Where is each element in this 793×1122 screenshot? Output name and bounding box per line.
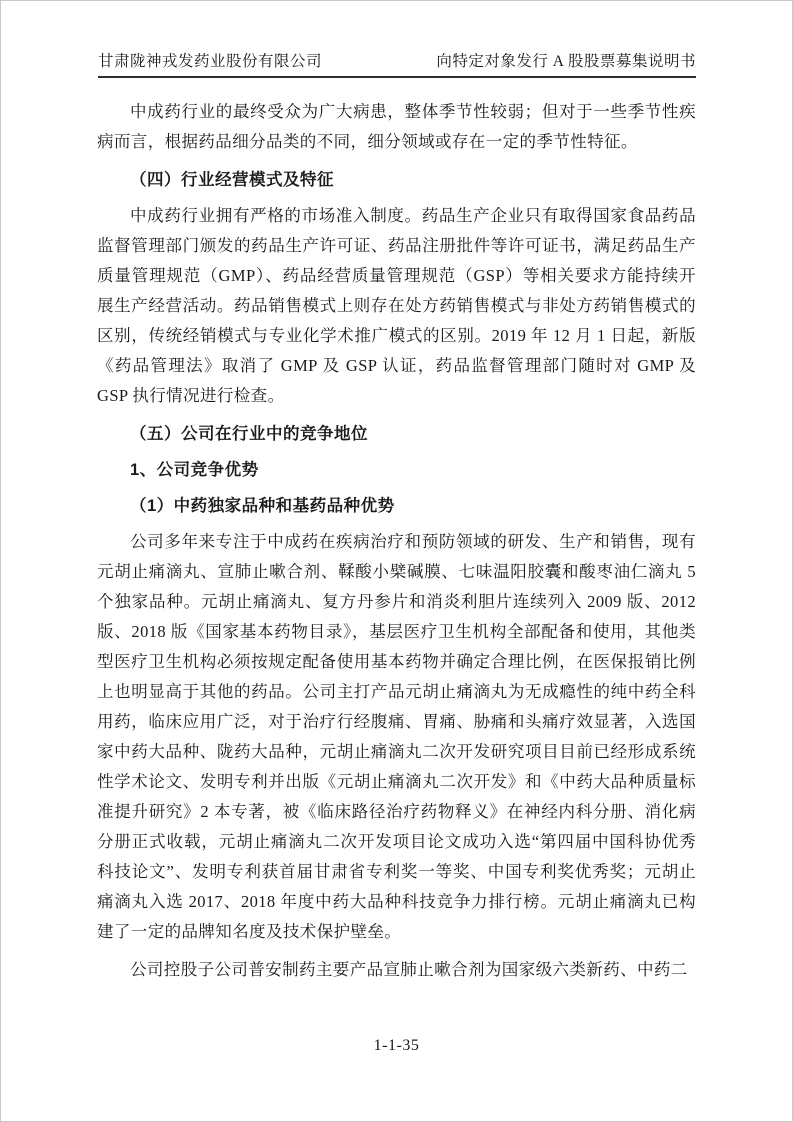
page-header bbox=[98, 49, 696, 78]
heading-exclusive-variety-advantage: （1）中药独家品种和基药品种优势 bbox=[130, 497, 395, 515]
paragraph-subsidiary-puan-pharma: 公司控股子公司普安制药主要产品宣肺止嗽合剂为国家级六类新药、中药二 bbox=[130, 960, 688, 979]
heading-section-five-competitive-position: （五）公司在行业中的竞争地位 bbox=[130, 425, 368, 443]
page-number: 1-1-35 bbox=[373, 1037, 420, 1054]
heading-section-four-business-model: （四）行业经营模式及特征 bbox=[130, 171, 334, 189]
paragraph-exclusive-products-detail: 公司多年来专注于中成药在疾病治疗和预防领域的研发、生产和销售，现有元胡止痛滴丸、宣肺止嗽合剂、鞣酸小檗碱膜、七味温阳胶囊和酸枣油仁滴丸 5 个独家品种。元胡止痛滴丸、复方丹参片和消炎利胆片连续列入 2009 版、2012 版、2018 版《国家基本药物目录》，基层医疗卫生机构全部配备和使用，其他类型医疗卫生机构必须按规定配备使用基本药物并确定合理比例，在医保报销比例上也明显高于其他的药品。公司主打产品元胡止痛滴丸为无成瘾性的纯中药全科用药，临床应用广泛，对于治疗行经腹痛、胃痛、胁痛和头痛疗效显著，入选国家中药大品种、陇药大品种，元胡止痛滴丸二次开发研究项目目前已经形成系统性学术论文、发明专利并出版《元胡止痛滴丸二次开发》和《中药大品种质量标准提升研究》2 本专著，被《临床路径治疗药物释义》在神经内科分册、消化病分册正式收载，元胡止痛滴丸二次开发项目论文成功入选“第四届中国科协优秀科技论文”、发明专利获首届甘肃省专利奖一等奖、中国专利奖优秀奖；元胡止痛滴丸入选 2017、2018 年度中药大品种科技竞争力排行榜。元胡止痛滴丸已构建了一定的品牌知名度及技术保护壁垒。 bbox=[97, 532, 696, 941]
page-footer bbox=[1, 1037, 792, 1055]
heading-company-competitive-advantage: 1、公司竞争优势 bbox=[130, 461, 259, 479]
paragraph-market-access-gmp-gsp: 中成药行业拥有严格的市场准入制度。药品生产企业只有取得国家食品药品监督管理部门颁发的药品生产许可证、药品注册批件等许可证书，满足药品生产质量管理规范（GMP）、药品经营质量管理规范（GSP）等相关要求方能持续开展生产经营活动。药品销售模式上则存在处方药销售模式与非处方药销售模式的区别，传统经销模式与专业化学术推广模式的区别。2019 年 12 月 1 日起，新版《药品管理法》取消了 GMP 及 GSP 认证，药品监督管理部门随时对 GMP 及 GSP 执行情况进行检查。 bbox=[97, 206, 696, 405]
header-doc-title: 向特定对象发行 A 股股票募集说明书 bbox=[436, 53, 696, 70]
paragraph-industry-seasonality: 中成药行业的最终受众为广大病患，整体季节性较弱；但对于一些季节性疾病而言，根据药品细分品类的不同，细分领域或存在一定的季节性特征。 bbox=[97, 102, 696, 151]
document-body bbox=[97, 97, 696, 993]
header-company-name: 甘肃陇神戎发药业股份有限公司 bbox=[98, 53, 323, 70]
